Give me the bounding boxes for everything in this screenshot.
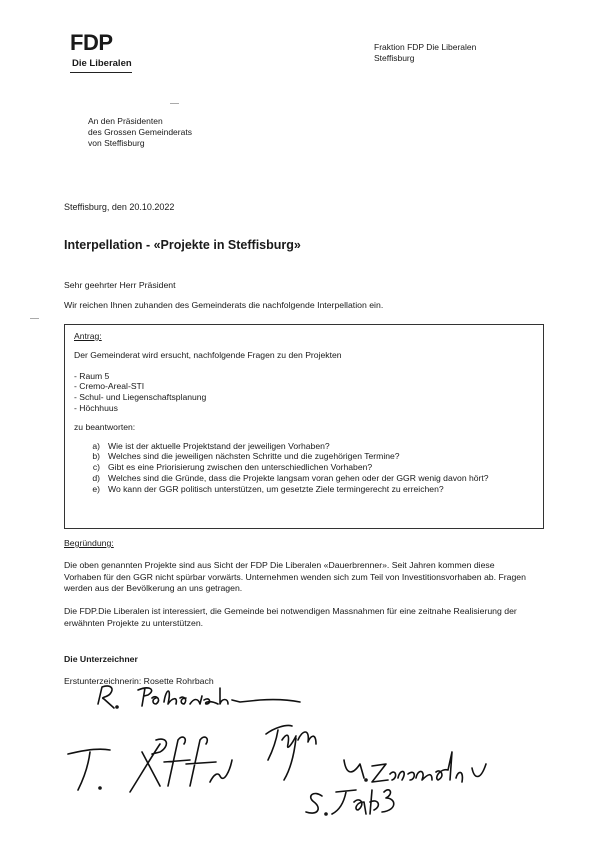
salutation: Sehr geehrter Herr Präsident (64, 280, 176, 290)
margin-mark (30, 318, 39, 319)
signature-pfaeffli (68, 737, 232, 792)
recipient-block (88, 116, 192, 149)
question-item (74, 473, 535, 484)
recipient-line-2: des Grossen Gemeinderats (88, 127, 192, 137)
signature-zbanden (344, 752, 486, 782)
sender-block (374, 42, 476, 64)
question-text: Wo kann der GGR politisch unterstützen, um gesetzte Ziele termingerecht zu erreichen? (108, 483, 444, 494)
logo-underline (70, 72, 132, 73)
project-item: - Höchhuus (74, 402, 118, 413)
question-item (74, 484, 535, 495)
question-list (74, 441, 535, 495)
question-marker: e) (92, 483, 100, 494)
sender-line-2: Steffisburg (374, 53, 415, 63)
question-text: Gibt es eine Priorisierung zwischen den unterschiedlichen Vorhaben? (108, 462, 373, 473)
handwritten-signatures (60, 682, 530, 832)
first-signatory: Erstunterzeichnerin: Rosette Rohrbach (64, 676, 214, 686)
signature-tiziani (266, 725, 316, 780)
signatories-heading: Die Unterzeichner (64, 654, 138, 664)
sender-line-1: Fraktion FDP Die Liberalen (374, 42, 477, 52)
project-list (74, 371, 535, 414)
antrag-lead: Der Gemeinderat wird ersucht, nachfolgende Fragen zu den Projekten (74, 349, 342, 360)
antrag-zu: zu beantworten: (74, 421, 136, 432)
project-item: - Raum 5 (74, 370, 110, 381)
begruendung-heading: Begründung: (64, 538, 114, 548)
question-marker: c) (92, 462, 100, 473)
project-item: - Cremo-Areal-STI (74, 381, 145, 392)
recipient-line-1: An den Präsidenten (88, 116, 163, 126)
question-item (74, 441, 535, 452)
antrag-heading: Antrag: (74, 331, 102, 341)
fold-mark (170, 103, 179, 104)
letter-date: Steffisburg, den 20.10.2022 (64, 202, 175, 212)
recipient-line-3: von Steffisburg (88, 138, 145, 148)
question-text: Wie ist der aktuelle Projektstand der jeweiligen Vorhaben? (108, 440, 330, 451)
question-marker: b) (92, 451, 100, 462)
begruendung-paragraph-2: Die FDP.Die Liberalen ist interessiert, die Gemeinde bei notwendigen Massnahmen für eine zeitnahe Realisierung der erwähnten Projekte zu unterstützen. (64, 606, 517, 628)
signature-rohrbach (98, 686, 300, 708)
intro-paragraph: Wir reichen Ihnen zuhanden des Gemeinderats die nachfolgende Interpellation ein. (64, 300, 384, 310)
project-item: - Schul- und Liegenschaftsplanung (74, 392, 207, 403)
question-marker: d) (92, 472, 100, 483)
question-text: Welches sind die Gründe, dass die Projekte langsam voran gehen oder der GGR wenig davon hört? (108, 472, 489, 483)
signature-jakob (306, 790, 394, 815)
question-text: Welches sind die jeweiligen nächsten Schritte und die zugehörigen Termine? (108, 451, 400, 462)
fdp-logo-tagline: Die Liberalen (72, 58, 132, 69)
question-marker: a) (92, 440, 100, 451)
question-item (74, 462, 535, 473)
begruendung-paragraph-1: Die oben genannten Projekte sind aus Sicht der FDP Die Liberalen «Dauerbrenner». Seit Jahren kommen diese Vorhaben für den GGR nicht spürbar vorwärts. Unternehmen wenden sich zum Teil von Investitionsvorhaben ab. Fragen werden aus der Bevölkerung an uns getragen. (64, 560, 526, 593)
fdp-logo: FDP (70, 30, 113, 55)
page-title: Interpellation - «Projekte in Steffisburg» (64, 238, 301, 252)
question-item (74, 451, 535, 462)
antrag-box (64, 324, 544, 529)
